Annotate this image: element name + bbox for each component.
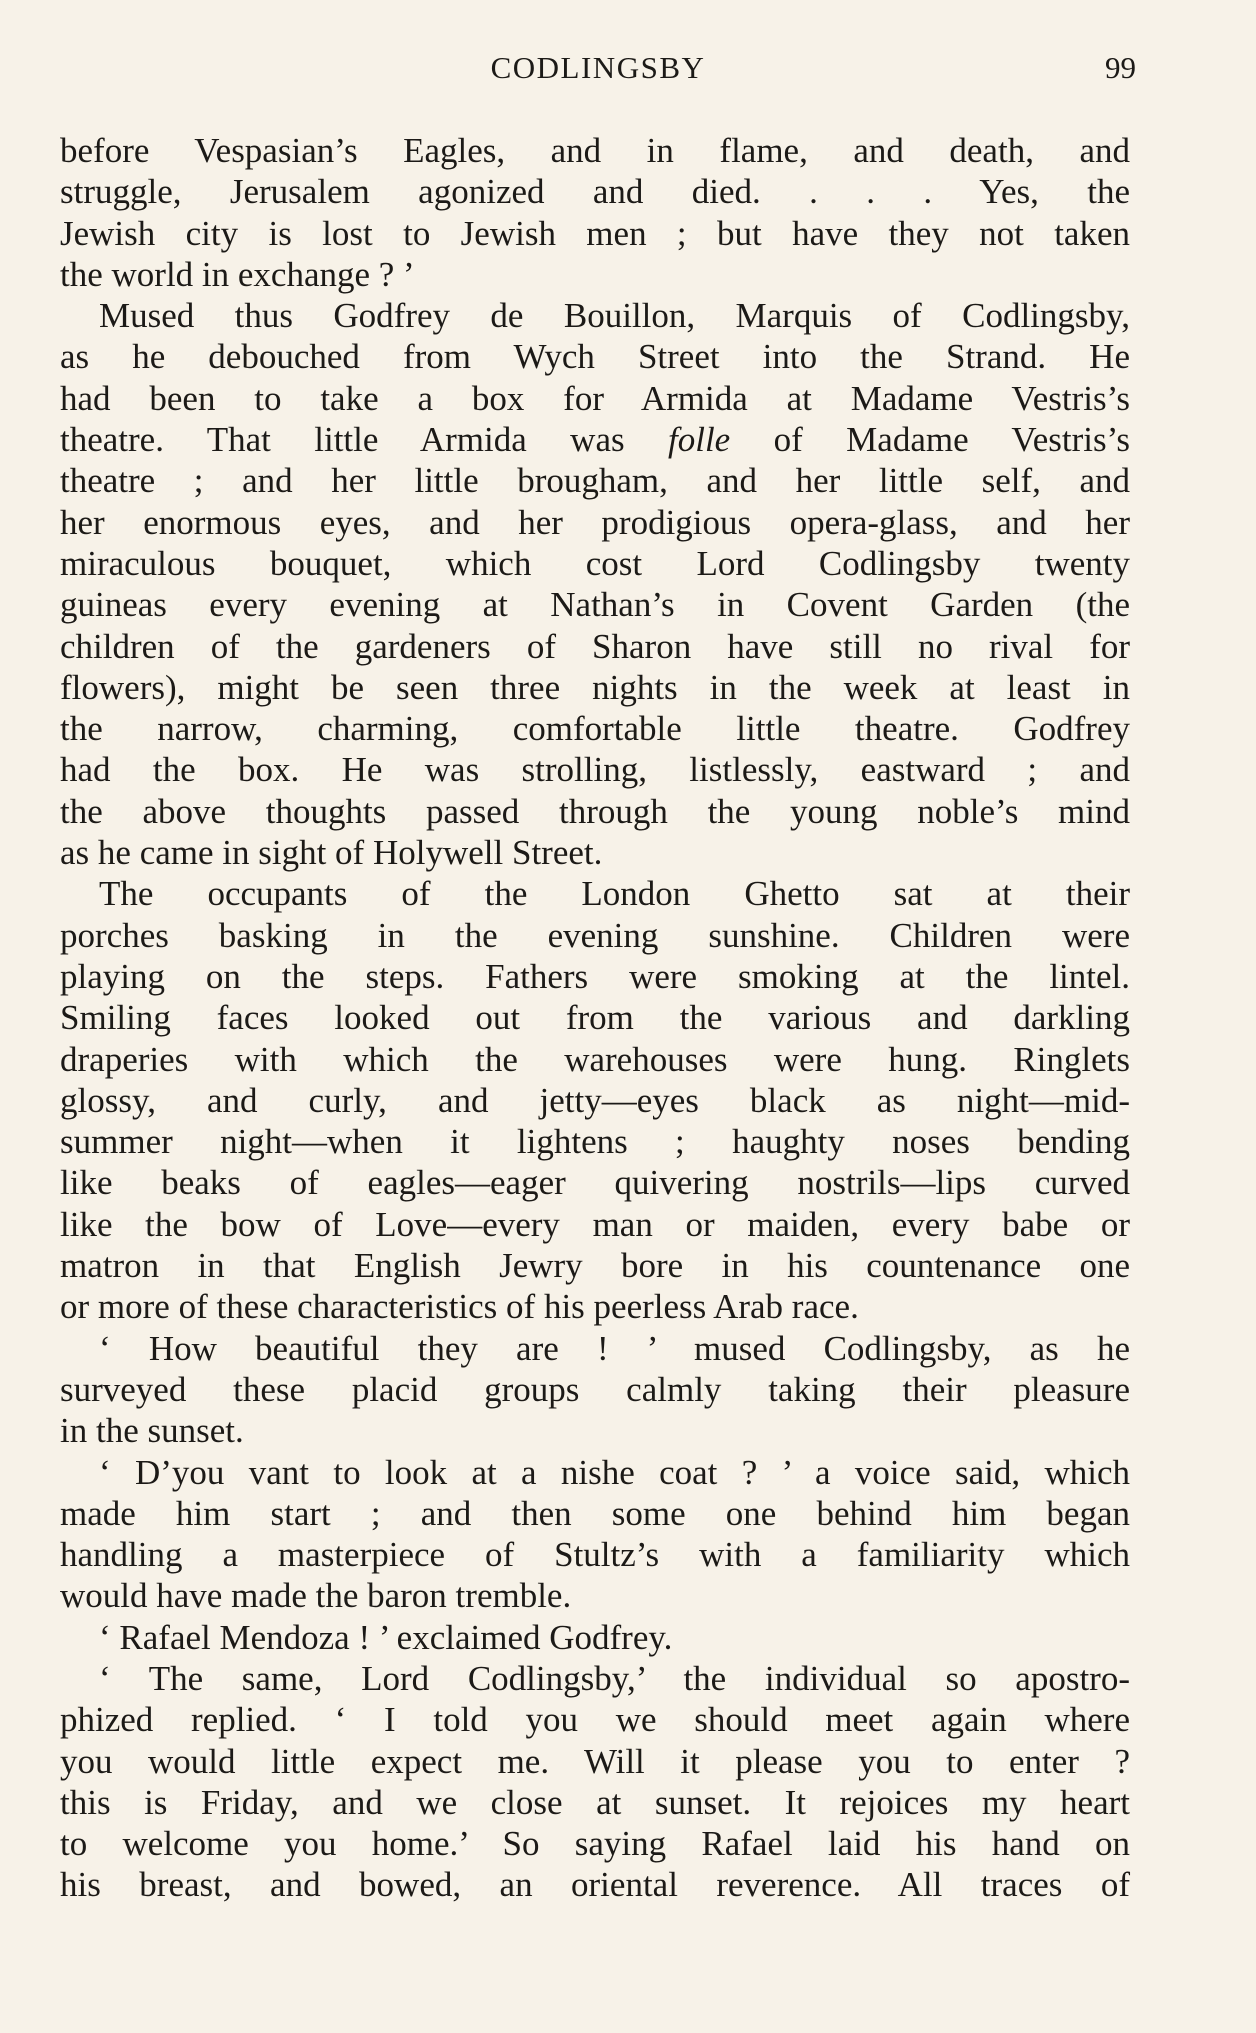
- italic-word: folle: [668, 420, 731, 460]
- text-line: [60, 1534, 1130, 1575]
- text-line: [60, 460, 1130, 501]
- text-line: [60, 254, 1130, 295]
- text-line: [60, 1699, 1130, 1740]
- text-line: [60, 749, 1130, 790]
- text-segment: draperies with which the warehouses were hung. Ringlets: [60, 1039, 1130, 1079]
- text-segment: matron in that English Jewry bore in his countenance one: [60, 1246, 1130, 1286]
- text-line: [60, 295, 1130, 336]
- running-title: CODLINGSBY: [490, 50, 706, 85]
- text-segment: ‘ D’you vant to look at a nishe coat ? ’ a voice said, which: [99, 1452, 1130, 1492]
- text-line: [60, 997, 1130, 1038]
- page-number: 99: [1105, 50, 1136, 85]
- text-line: [60, 832, 1130, 873]
- text-line: [60, 1286, 1130, 1327]
- text-line: [60, 1204, 1130, 1245]
- text-line: [60, 130, 1130, 171]
- text-segment: the above thoughts passed through the young noble’s mind: [60, 791, 1130, 831]
- text-line: [60, 1369, 1130, 1410]
- text-line: [60, 502, 1130, 543]
- text-line: [60, 1039, 1130, 1080]
- text-line: [60, 1452, 1130, 1493]
- text-segment: surveyed these placid groups calmly taking their pleasure: [60, 1369, 1130, 1409]
- text-line: [60, 171, 1130, 212]
- text-line: [60, 419, 1130, 460]
- text-segment: theatre. That little Armida was: [60, 420, 668, 460]
- text-line: [60, 378, 1130, 419]
- text-segment: playing on the steps. Fathers were smoking at the lintel.: [60, 956, 1130, 996]
- text-segment: made him start ; and then some one behind him began: [60, 1493, 1130, 1533]
- text-segment: had been to take a box for Armida at Madame Vestris’s: [60, 378, 1130, 418]
- text-segment: like beaks of eagles—eager quivering nostrils—lips curved: [60, 1163, 1130, 1203]
- text-segment: phized replied. ‘ I told you we should meet again where: [60, 1700, 1130, 1740]
- text-segment: in the sunset.: [60, 1411, 244, 1451]
- text-line: [60, 1162, 1130, 1203]
- text-segment: ‘ How beautiful they are ! ’ mused Codlingsby, as he: [99, 1328, 1130, 1368]
- text-line: [60, 708, 1130, 749]
- text-line: [60, 584, 1130, 625]
- text-segment: had the box. He was strolling, listlessly, eastward ; and: [60, 750, 1130, 790]
- text-segment: before Vespasian’s Eagles, and in flame, and death, and: [60, 131, 1130, 170]
- text-segment: of Madame Vestris’s: [730, 420, 1130, 460]
- text-segment: theatre ; and her little brougham, and her little self, and: [60, 461, 1130, 501]
- text-line: [60, 1575, 1130, 1616]
- text-segment: the world in exchange ? ’: [60, 254, 415, 294]
- text-line: [60, 543, 1130, 584]
- text-line: [60, 1080, 1130, 1121]
- text-line: [60, 873, 1130, 914]
- text-segment: the narrow, charming, comfortable little theatre. Godfrey: [60, 709, 1130, 749]
- text-line: [60, 1328, 1130, 1369]
- text-segment: struggle, Jerusalem agonized and died. . . . Yes, the: [60, 172, 1130, 212]
- text-segment: like the bow of Love—every man or maiden, every babe or: [60, 1204, 1130, 1244]
- text-segment: porches basking in the evening sunshine. Children were: [60, 915, 1130, 955]
- text-segment: children of the gardeners of Sharon have still no rival for: [60, 626, 1130, 666]
- text-line: [60, 1410, 1130, 1451]
- text-segment: you would little expect me. Will it please you to enter ?: [60, 1741, 1130, 1781]
- text-line: [60, 1617, 1130, 1658]
- text-segment: this is Friday, and we close at sunset. It rejoices my heart: [60, 1782, 1130, 1822]
- text-segment: ‘ The same, Lord Codlingsby,’ the individual so apostro-: [99, 1658, 1130, 1698]
- text-segment: handling a masterpiece of Stultz’s with a familiarity which: [60, 1535, 1130, 1575]
- text-line: [60, 1493, 1130, 1534]
- text-line: [60, 1741, 1130, 1782]
- text-segment: as he debouched from Wych Street into the Strand. He: [60, 337, 1130, 377]
- running-head: [60, 50, 1136, 94]
- text-line: [60, 791, 1130, 832]
- text-line: [60, 1782, 1130, 1823]
- text-segment: Smiling faces looked out from the various and darkling: [60, 998, 1130, 1038]
- text-segment: guineas every evening at Nathan’s in Covent Garden (the: [60, 585, 1130, 625]
- text-segment: Mused thus Godfrey de Bouillon, Marquis of Codlingsby,: [99, 296, 1130, 336]
- text-segment: flowers), might be seen three nights in the week at least in: [60, 667, 1130, 707]
- text-line: [60, 1245, 1130, 1286]
- text-line: [60, 956, 1130, 997]
- text-line: [60, 915, 1130, 956]
- text-segment: ‘ Rafael Mendoza ! ’ exclaimed Godfrey.: [99, 1617, 673, 1657]
- text-line: [60, 1823, 1130, 1864]
- text-line: [60, 1121, 1130, 1162]
- text-segment: Jewish city is lost to Jewish men ; but have they not taken: [60, 213, 1130, 253]
- text-segment: his breast, and bowed, an oriental reverence. All traces of: [60, 1865, 1130, 1905]
- text-segment: to welcome you home.’ So saying Rafael laid his hand on: [60, 1824, 1130, 1864]
- text-segment: glossy, and curly, and jetty—eyes black as night—mid-: [60, 1080, 1130, 1120]
- text-line: [60, 1658, 1130, 1699]
- text-line: [60, 213, 1130, 254]
- text-segment: miraculous bouquet, which cost Lord Codlingsby twenty: [60, 543, 1130, 583]
- text-line: [60, 1864, 1130, 1905]
- text-line: [60, 336, 1130, 377]
- text-segment: would have made the baron tremble.: [60, 1576, 572, 1616]
- text-segment: or more of these characteristics of his peerless Arab race.: [60, 1287, 859, 1327]
- text-segment: her enormous eyes, and her prodigious opera-glass, and her: [60, 502, 1130, 542]
- text-line: [60, 667, 1130, 708]
- body-text: [60, 130, 1130, 1906]
- text-line: [60, 626, 1130, 667]
- text-segment: as he came in sight of Holywell Street.: [60, 833, 603, 873]
- text-segment: summer night—when it lightens ; haughty noses bending: [60, 1122, 1130, 1162]
- text-segment: The occupants of the London Ghetto sat at their: [99, 874, 1130, 914]
